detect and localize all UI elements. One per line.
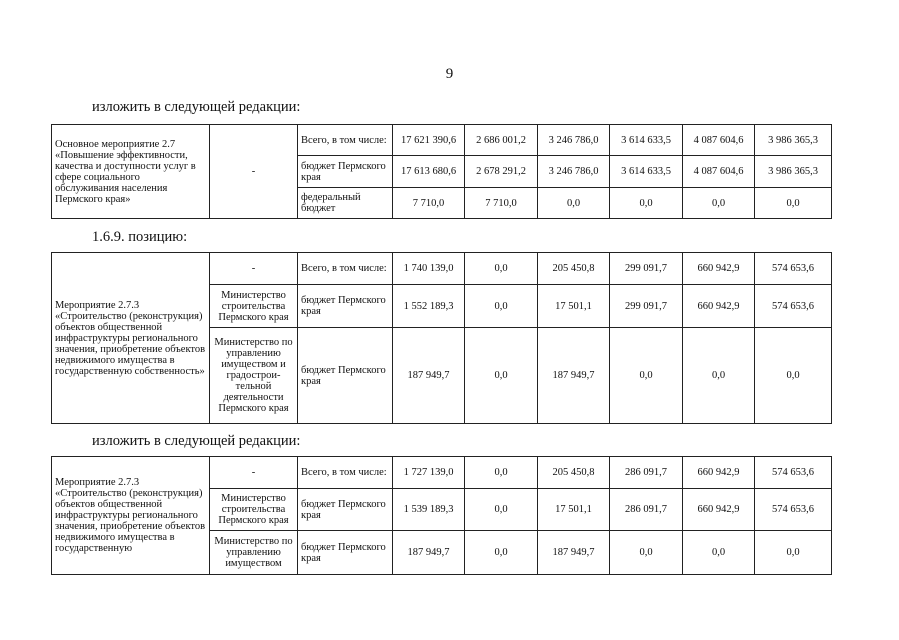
value-cell: 1 727 139,0 xyxy=(393,457,465,489)
value-cell: 0,0 xyxy=(465,328,538,424)
source-cell: бюджет Пермского края xyxy=(298,531,393,575)
value-cell: 17 501,1 xyxy=(538,489,610,531)
value-cell: 187 949,7 xyxy=(393,328,465,424)
value-cell: 187 949,7 xyxy=(393,531,465,575)
value-cell: 187 949,7 xyxy=(538,328,610,424)
value-cell: 574 653,6 xyxy=(755,489,832,531)
source-cell: бюджет Пермского края xyxy=(298,285,393,328)
heading-position-1-6-9: 1.6.9. позицию: xyxy=(92,229,188,245)
value-cell: 0,0 xyxy=(755,188,832,219)
value-cell: 3 986 365,3 xyxy=(755,156,832,188)
executor-cell: Министерство строительства Пермского края xyxy=(210,489,298,531)
heading-new-edition-2: изложить в следующей редакции: xyxy=(92,433,301,449)
source-cell: Всего, в том числе: xyxy=(298,125,393,156)
source-cell: федеральный бюджет xyxy=(298,188,393,219)
source-cell: Всего, в том числе: xyxy=(298,457,393,489)
value-cell: 0,0 xyxy=(465,253,538,285)
executor-cell: - xyxy=(210,253,298,285)
value-cell: 574 653,6 xyxy=(755,285,832,328)
value-cell: 4 087 604,6 xyxy=(683,125,755,156)
value-cell: 1 740 139,0 xyxy=(393,253,465,285)
heading-new-edition-1: изложить в следующей редакции: xyxy=(92,99,301,115)
value-cell: 286 091,7 xyxy=(610,457,683,489)
value-cell: 4 087 604,6 xyxy=(683,156,755,188)
value-cell: 3 246 786,0 xyxy=(538,156,610,188)
activity-name-cell: Мероприятие 2.7.3 «Строительство (реконструкция) объектов общественной инфраструктуры регионального значения, приобретение объектов недвижимого имущества в государственную xyxy=(52,457,210,575)
value-cell: 17 613 680,6 xyxy=(393,156,465,188)
value-cell: 17 501,1 xyxy=(538,285,610,328)
value-cell: 3 614 633,5 xyxy=(610,125,683,156)
value-cell: 7 710,0 xyxy=(465,188,538,219)
value-cell: 3 246 786,0 xyxy=(538,125,610,156)
table-activity-2-7-3-new xyxy=(51,456,832,575)
value-cell: 3 614 633,5 xyxy=(610,156,683,188)
value-cell: 660 942,9 xyxy=(683,457,755,489)
source-cell: бюджет Пермского края xyxy=(298,328,393,424)
source-cell: бюджет Пермского края xyxy=(298,156,393,188)
source-cell: бюджет Пермского края xyxy=(298,489,393,531)
value-cell: 3 986 365,3 xyxy=(755,125,832,156)
table-row xyxy=(52,253,832,285)
value-cell: 1 552 189,3 xyxy=(393,285,465,328)
value-cell: 7 710,0 xyxy=(393,188,465,219)
value-cell: 205 450,8 xyxy=(538,457,610,489)
value-cell: 2 686 001,2 xyxy=(465,125,538,156)
table-main-activity-2-7 xyxy=(51,124,832,219)
value-cell: 187 949,7 xyxy=(538,531,610,575)
value-cell: 286 091,7 xyxy=(610,489,683,531)
executor-cell: Министерство строительства Пермского края xyxy=(210,285,298,328)
source-cell: Всего, в том числе: xyxy=(298,253,393,285)
value-cell: 0,0 xyxy=(610,328,683,424)
table-row xyxy=(52,457,832,489)
activity-name-cell: Основное мероприятие 2.7 «Повышение эффективности, качества и доступности услуг в сфере социального обслуживания населения Пермского края» xyxy=(52,125,210,219)
value-cell: 0,0 xyxy=(610,188,683,219)
value-cell: 660 942,9 xyxy=(683,253,755,285)
value-cell: 0,0 xyxy=(538,188,610,219)
value-cell: 660 942,9 xyxy=(683,489,755,531)
value-cell: 0,0 xyxy=(465,531,538,575)
value-cell: 2 678 291,2 xyxy=(465,156,538,188)
value-cell: 0,0 xyxy=(755,531,832,575)
value-cell: 0,0 xyxy=(683,531,755,575)
executor-cell: Министерство по управлению имуществом и градострои-тельной деятельности Пермского края xyxy=(210,328,298,424)
value-cell: 1 539 189,3 xyxy=(393,489,465,531)
value-cell: 0,0 xyxy=(610,531,683,575)
value-cell: 574 653,6 xyxy=(755,457,832,489)
value-cell: 0,0 xyxy=(683,328,755,424)
value-cell: 299 091,7 xyxy=(610,285,683,328)
value-cell: 0,0 xyxy=(465,285,538,328)
table-activity-2-7-3-old xyxy=(51,252,832,424)
value-cell: 17 621 390,6 xyxy=(393,125,465,156)
value-cell: 660 942,9 xyxy=(683,285,755,328)
value-cell: 205 450,8 xyxy=(538,253,610,285)
value-cell: 299 091,7 xyxy=(610,253,683,285)
page-number: 9 xyxy=(445,66,454,82)
executor-cell: - xyxy=(210,457,298,489)
table-row xyxy=(52,125,832,156)
value-cell: 0,0 xyxy=(755,328,832,424)
executor-cell: - xyxy=(210,125,298,219)
value-cell: 0,0 xyxy=(465,489,538,531)
value-cell: 0,0 xyxy=(683,188,755,219)
activity-name-cell: Мероприятие 2.7.3 «Строительство (реконструкция) объектов общественной инфраструктуры регионального значения, приобретение объектов недвижимого имущества в государственную собственность» xyxy=(52,253,210,424)
value-cell: 0,0 xyxy=(465,457,538,489)
executor-cell: Министерство по управлению имуществом xyxy=(210,531,298,575)
value-cell: 574 653,6 xyxy=(755,253,832,285)
